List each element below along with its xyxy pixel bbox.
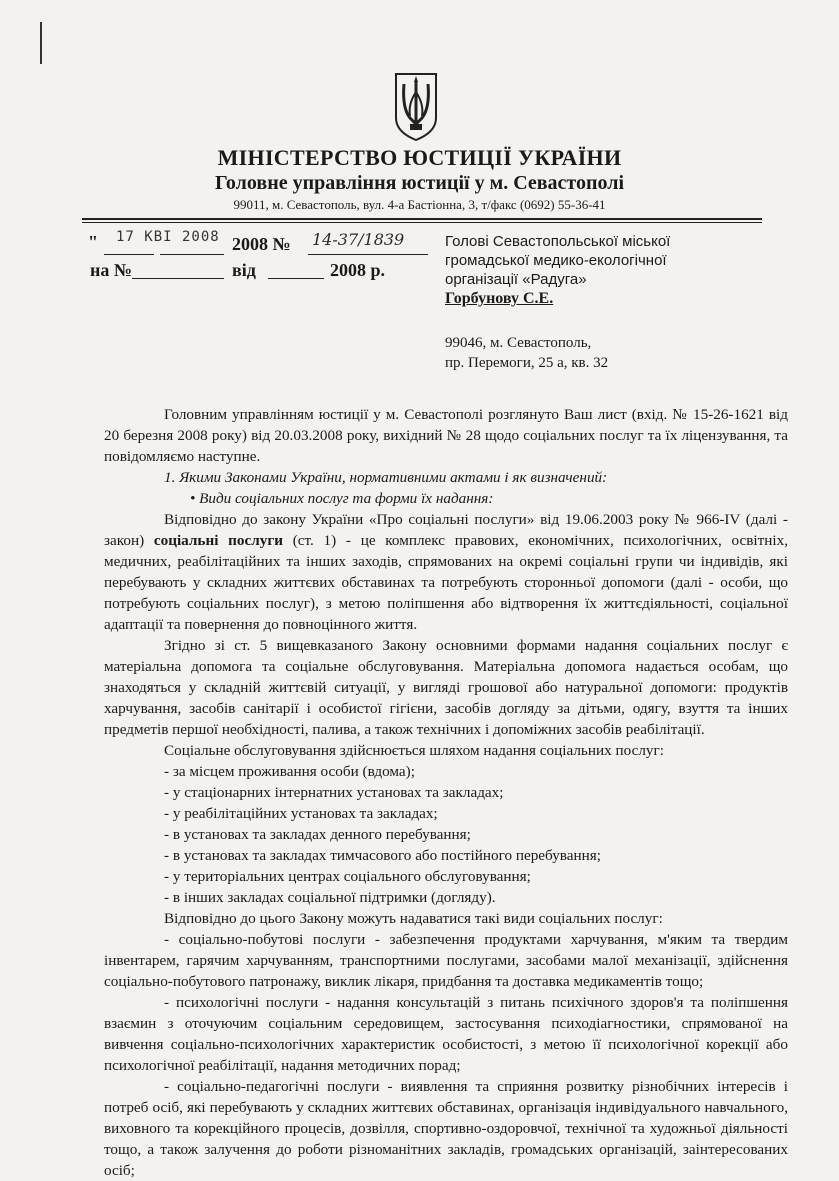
list-item: - у реабілітаційних установах та закладах; xyxy=(164,805,438,822)
paragraph-definition xyxy=(104,509,788,635)
question-item-1: 1. Якими Законами України, нормативними актами і як визначений: xyxy=(164,469,608,486)
bullet-item-1: • Види соціальних послуг та форми їх надання: xyxy=(190,490,494,507)
paragraph-social-household: - соціально-побутові послуги - забезпечення продуктами харчування, м'яким та твердим інвентарем, гарячим харчуванням, транспортними послугами, засобами малої механізації, здійснення соціально-побутового патронажу, виклик лікаря, придбання та доставка медикаментів тощо; xyxy=(104,931,788,990)
list-item: - в установах та закладах денного перебування; xyxy=(164,826,471,843)
recipient-address-2: пр. Перемоги, 25 а, кв. 32 xyxy=(445,355,609,371)
date-line xyxy=(104,254,154,255)
outgoing-number: 14-37/1839 xyxy=(312,230,405,249)
ref-date-line xyxy=(268,278,324,279)
paragraph-forms: Згідно зі ст. 5 вищевказаного Закону основними формами надання соціальних послуг є матеріальна допомога та соціальне обслуговування. Матеріальна допомога надається особам, що знаходяться у складній життєвій ситуації, у вигляді грошової або натуральної допомоги: продуктів харчування, засобів санітарії і особистої гігієни, засобів догляду за дітьми, одягу, взуття та інших предметів першої необхідності, палива, а також технічних і допоміжних засобів реабілітації. xyxy=(104,637,788,738)
list-item: - в інших закладах соціальної підтримки (догляду). xyxy=(164,889,496,906)
paragraph-types-intro: Відповідно до цього Закону можуть надаватися такі види соціальних послуг: xyxy=(164,910,663,927)
definition-text-a: Відповідно до закону України «Про соціальні послуги» від 19.06.2003 року № 966-IV (далі - закон) xyxy=(104,511,788,549)
stamp-date: 17 КВІ 2008 xyxy=(116,229,220,245)
paragraph-intro: Головним управлінням юстиції у м. Севастополі розглянуто Ваш лист (вхід. № 15-26-1621 від 20 березня 2008 року) від 20.03.2008 року, вихідний № 28 щодо соціальних послуг та їх ліцензування, та повідомляємо наступне. xyxy=(104,406,788,465)
recipient-line-1: Голові Севастопольської міської xyxy=(445,233,671,250)
definition-term: соціальні послуги xyxy=(153,532,283,549)
trident-coat-of-arms-icon xyxy=(392,72,440,142)
paragraph-psychological: - психологічні послуги - надання консультацій з питань психічного здоров'я та поліпшення взаємин з оточуючим соціальним середовищем, застосування психодіагностики, спрямованої на вивчення соціально-психологічних характеристик особистості, з метою її психологічної корекції або психологічної реабілітації, надання методичних порад; xyxy=(104,994,788,1074)
definition-text-c: (ст. 1) - це комплекс правових, економічних, психологічних, освітніх, медичних, реабілітаційних та інших заходів, спрямованих на окремі соціальні групи чи індивідів, які перебувають у складних життєвих обставинах та потребують сторонньої допомоги (далі - особи, що потребують соціальних послуг), з метою поліпшення або відтворення їх життєдіяльності, соціальної адаптації та повернення до повноцінного життя. xyxy=(104,532,789,633)
department-address: 99011, м. Севастополь, вул. 4-а Бастіонна, 3, т/факс (0692) 55-36-41 xyxy=(233,197,606,212)
header-rule-thin xyxy=(82,222,762,223)
recipient-line-2: громадської медико-екологічної xyxy=(445,252,667,269)
year-label: 2008 р. xyxy=(330,260,386,280)
department-title: Головне управління юстиції у м. Севастополі xyxy=(214,172,625,194)
letter-body xyxy=(104,404,788,1181)
paragraph-social-pedagogical: - соціально-педагогічні послуги - виявлення та сприяння розвитку різнобічних інтересів і потреб осіб, які перебувають у складних життєвих обставинах, організація індивідуального навчального, виховного та корекційного процесів, дозвілля, спортивно-оздоровчої, технічної та художньої діяльності тощо, а також залучення до роботи різноманітних закладів, громадських організацій, заінтересованих осіб; xyxy=(104,1078,788,1179)
recipient-line-3: організації «Радуга» xyxy=(445,271,587,288)
list-item: - у стаціонарних інтернатних установах та закладах; xyxy=(164,784,504,801)
quote-mark: " xyxy=(88,232,98,252)
list-item: - у територіальних центрах соціального обслуговування; xyxy=(164,868,531,885)
list-item: - за місцем проживання особи (вдома); xyxy=(164,763,415,780)
header-rule xyxy=(82,218,762,220)
month-line xyxy=(160,254,224,255)
year-number-label: 2008 № xyxy=(232,234,291,254)
recipient-name: Горбунову С.Е. xyxy=(445,290,554,307)
ref-number-line xyxy=(132,278,224,279)
recipient-address xyxy=(445,333,608,373)
margin-mark xyxy=(40,22,42,64)
number-line xyxy=(308,254,428,255)
on-number-label: на № xyxy=(90,260,132,280)
recipient-address-1: 99046, м. Севастополь, xyxy=(445,335,592,351)
ministry-title: МІНІСТЕРСТВО ЮСТИЦІЇ УКРАЇНИ xyxy=(217,145,622,170)
paragraph-service-intro: Соціальне обслуговування здійснюється шляхом надання соціальних послуг: xyxy=(164,742,664,759)
from-label: від xyxy=(232,260,256,280)
recipient-block xyxy=(445,232,785,308)
list-item: - в установах та закладах тимчасового або постійного перебування; xyxy=(164,847,601,864)
